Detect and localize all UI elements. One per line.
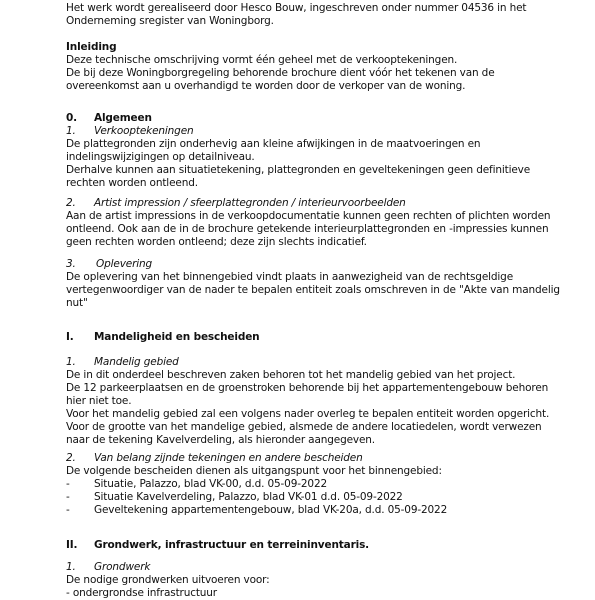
section-number: I. xyxy=(66,331,74,343)
subsection-number: 1. xyxy=(66,561,76,573)
subsection-title: Mandelig gebied xyxy=(94,356,179,368)
text-line: Onderneming sregister van Woningborg. xyxy=(66,15,274,27)
subsection-heading xyxy=(66,197,578,210)
section-heading xyxy=(66,331,578,344)
text-line: ontleend. Ook aan de in de brochure getekende interieurplattegronden en -impressies kunnen xyxy=(66,223,549,235)
text-line: vertegenwoordiger van de nader te bepalen entiteit zoals omschreven in de "Akte van mandelig xyxy=(66,284,560,296)
section-title: Grondwerk, infrastructuur en terreininventaris. xyxy=(94,539,370,551)
subsection-heading xyxy=(66,356,578,369)
list-item-text: Situatie Kavelverdeling, Palazzo, blad VK-01 d.d. 05-09-2022 xyxy=(94,491,403,503)
text-line: Voor de grootte van het mandelige gebied, alsmede de andere locatiedelen, wordt verwezen xyxy=(66,421,542,433)
bullet-dash: - xyxy=(66,504,70,516)
intro-paragraph xyxy=(66,2,578,28)
text-line: rechten worden ontleend. xyxy=(66,177,198,189)
subsection-heading xyxy=(66,258,578,271)
subsection-title: Verkooptekeningen xyxy=(94,125,194,137)
list-item xyxy=(66,478,578,491)
section-inleiding xyxy=(66,41,578,93)
text-line: De volgende bescheiden dienen als uitgangspunt voor het binnengebied: xyxy=(66,465,442,477)
subsection-title: Oplevering xyxy=(96,258,153,270)
text-line: hier niet toe. xyxy=(66,395,132,407)
subsection-tekeningen xyxy=(66,452,578,517)
section-heading: Inleiding xyxy=(66,41,117,53)
text-line: De plattegronden zijn onderhevig aan kleine afwijkingen in de maatvoeringen en xyxy=(66,138,481,150)
list-item-text: Situatie, Palazzo, blad VK-00, d.d. 05-09-2022 xyxy=(94,478,328,490)
subsection-artist-impression xyxy=(66,197,578,249)
text-line: - ondergrondse infrastructuur xyxy=(66,587,217,599)
section-number: II. xyxy=(66,539,78,551)
text-line: naar de tekening Kavelverdeling, als hieronder aangegeven. xyxy=(66,434,375,446)
subsection-title: Van belang zijnde tekeningen en andere bescheiden xyxy=(94,452,363,464)
section-algemeen xyxy=(66,112,578,190)
list-item-text: Geveltekening appartementengebouw, blad VK-20a, d.d. 05-09-2022 xyxy=(94,504,448,516)
subsection-oplevering xyxy=(66,258,578,310)
subsection-heading xyxy=(66,125,578,138)
text-line: De bij deze Woningborgregeling behorende brochure dient vóór het tekenen van de xyxy=(66,67,495,79)
section-mandeligheid xyxy=(66,331,578,344)
subsection-number: 3. xyxy=(66,258,76,270)
list-item xyxy=(66,504,578,517)
section-number: 0. xyxy=(66,112,77,124)
subsection-title: Artist impression / sfeerplattegronden / interieurvoorbeelden xyxy=(94,197,406,209)
text-line: De nodige grondwerken uitvoeren voor: xyxy=(66,574,270,586)
subsection-number: 1. xyxy=(66,125,76,137)
section-title: Mandeligheid en bescheiden xyxy=(94,331,260,343)
text-line: indelingswijzigingen op detailniveau. xyxy=(66,151,255,163)
text-line: Derhalve kunnen aan situatietekening, plattegronden en geveltekeningen geen definitieve xyxy=(66,164,531,176)
section-grondwerk xyxy=(66,539,578,552)
subsection-number: 2. xyxy=(66,197,76,209)
text-line: Voor het mandelig gebied zal een volgens nader overleg te bepalen entiteit worden opgericht. xyxy=(66,408,550,420)
subsection-mandelig-gebied xyxy=(66,356,578,447)
text-line: overeenkomst aan u overhandigd te worden door de verkoper van de woning. xyxy=(66,80,466,92)
text-line: De 12 parkeerplaatsen en de groenstroken behorende bij het appartementengebouw behoren xyxy=(66,382,549,394)
section-heading xyxy=(66,539,578,552)
section-title: Algemeen xyxy=(94,112,152,124)
subsection-grondwerk xyxy=(66,561,578,600)
subsection-number: 1. xyxy=(66,356,76,368)
text-line: Aan de artist impressions in de verkoopdocumentatie kunnen geen rechten of plichten worden xyxy=(66,210,551,222)
subsection-heading xyxy=(66,561,578,574)
subsection-number: 2. xyxy=(66,452,76,464)
text-line: De oplevering van het binnengebied vindt plaats in aanwezigheid van de rechtsgeldige xyxy=(66,271,514,283)
text-line: De in dit onderdeel beschreven zaken behoren tot het mandelig gebied van het project. xyxy=(66,369,516,381)
subsection-heading xyxy=(66,452,578,465)
subsection-title: Grondwerk xyxy=(94,561,151,573)
text-line: Deze technische omschrijving vormt één geheel met de verkooptekeningen. xyxy=(66,54,458,66)
list-item xyxy=(66,491,578,504)
text-line: geen rechten worden ontleend; deze zijn slechts indicatief. xyxy=(66,236,367,248)
text-line: nut" xyxy=(66,297,88,309)
section-heading xyxy=(66,112,578,125)
bullet-dash: - xyxy=(66,478,70,490)
text-line: Het werk wordt gerealiseerd door Hesco Bouw, ingeschreven onder nummer 04536 in het xyxy=(66,2,527,14)
bullet-dash: - xyxy=(66,491,70,503)
